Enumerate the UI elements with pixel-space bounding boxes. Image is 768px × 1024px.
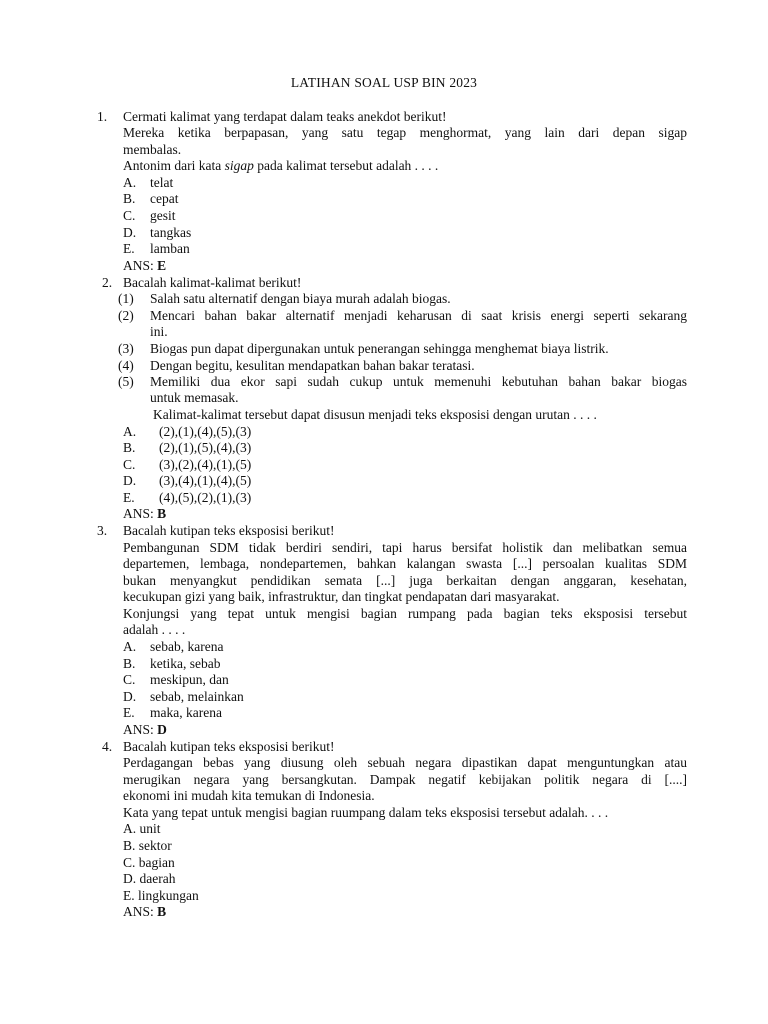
answer-key [123,258,166,274]
option-text: ketika, sebab [150,656,221,671]
answer-value: B [157,904,167,919]
question-instruction: Bacalah kutipan teks eksposisi berikut! [123,739,335,754]
question-instruction: Cermati kalimat yang terdapat dalam teaks anekdot berikut! [123,109,447,124]
option-letter: D. [123,473,137,488]
answer-key [123,722,167,738]
option-letter: D. [123,689,137,704]
option-text: gesit [150,208,176,223]
sentence-text-cont: ini. [150,324,168,339]
answer-label: ANS: [123,506,158,521]
option-text: sebab, karena [150,639,224,654]
sentence-text: Biogas pun dapat dipergunakan untuk penerangan sehingga menghemat biaya listrik. [150,341,609,356]
sentence-text: Dengan begitu, kesulitan mendapatkan bahan bakar teratasi. [150,358,475,373]
option-line [123,888,199,904]
option-line [123,838,172,854]
sentence-number: (2) [118,308,134,323]
option-text: (3),(2),(4),(1),(5) [159,457,252,472]
answer-label: ANS: [123,722,158,737]
option-text: telat [150,175,174,190]
sentence-text: Mencari bahan bakar alternatif menjadi keharusan di saat krisis energi seperti sekarang [150,308,687,323]
option-letter: C. [123,457,136,472]
option-letter: E. [123,888,135,903]
option-text: (2),(1),(5),(4),(3) [159,440,252,455]
option-text: lingkungan [138,888,199,903]
option-letter: A. [123,424,137,439]
option-letter: E. [123,705,135,720]
option-text: meskipun, dan [150,672,229,687]
option-text: cepat [150,191,179,206]
question-number: 1. [97,109,108,124]
sentence-number: (1) [118,291,134,306]
option-letter: B. [123,838,136,853]
option-letter: E. [123,241,135,256]
option-letter: C. [123,855,136,870]
option-letter: B. [123,440,136,455]
question-text: Konjungsi yang tepat untuk mengisi bagian rumpang pada bagian teks eksposisi tersebut [123,606,687,621]
passage-line: merugikan negara yang bersangkutan. Dampak negatif kebijakan politik negara di [....] [123,772,687,787]
passage-line: kecukupan gizi yang baik, infrastruktur, dan tingkat pendapatan dari masyarakat. [123,589,560,604]
sentence-text: Salah satu alternatif dengan biaya murah adalah biogas. [150,291,451,306]
question-instruction: Bacalah kalimat-kalimat berikut! [123,275,302,290]
option-letter: E. [123,490,135,505]
option-line [123,821,161,837]
option-letter: A. [123,639,137,654]
question-text-cont: adalah . . . . [123,622,186,637]
answer-value: B [157,506,167,521]
passage-line: membalas. [123,142,182,157]
option-letter: D. [123,871,137,886]
option-text: (3),(4),(1),(4),(5) [159,473,252,488]
option-letter: B. [123,191,136,206]
option-text: (4),(5),(2),(1),(3) [159,490,252,505]
sentence-number: (5) [118,374,134,389]
question-keyword: sigap [224,158,254,173]
page-title: LATIHAN SOAL USP BIN 2023 [290,75,478,90]
answer-label: ANS: [123,904,158,919]
option-letter: A. [123,821,137,836]
option-text: tangkas [150,225,192,240]
sentence-text-cont: untuk memasak. [150,390,239,405]
option-letter: C. [123,672,136,687]
sentence-number: (3) [118,341,134,356]
option-text: sebab, melainkan [150,689,244,704]
answer-value: D [157,722,167,737]
option-letter: A. [123,175,137,190]
question-text: Kata yang tepat untuk mengisi bagian ruumpang dalam teks eksposisi tersebut adalah. . . . [123,805,609,820]
option-line [123,871,175,887]
option-letter: C. [123,208,136,223]
option-text: sektor [138,838,172,853]
question-text-pre: Antonim dari kata [123,158,225,173]
option-text: maka, karena [150,705,222,720]
passage-line: departemen, lembaga, nondepartemen, bahkan kalangan swasta [...] persoalan kualitas SDM [123,556,687,571]
question-number: 2. [102,275,113,290]
option-letter: D. [123,225,137,240]
option-text: lamban [150,241,190,256]
question-text: Kalimat-kalimat tersebut dapat disusun menjadi teks eksposisi dengan urutan . . . . [153,407,597,422]
sentence-text: Memiliki dua ekor sapi sudah cukup untuk memenuhi kebutuhan bahan bakar biogas [150,374,687,389]
passage-line: Pembangunan SDM tidak berdiri sendiri, tapi harus bersifat holistik dan melibatkan semua [123,540,687,555]
passage-line: bukan menyangkut pendidikan semata [...] juga berkaitan dengan anggaran, kesehatan, [123,573,687,588]
question-text [123,158,438,174]
option-line [123,855,175,871]
option-text: daerah [139,871,176,886]
question-number: 3. [97,523,108,538]
answer-label: ANS: [123,258,158,273]
answer-key [123,506,166,522]
passage-line: ekonomi ini mudah kita temukan di Indonesia. [123,788,375,803]
passage-line: Mereka ketika berpapasan, yang satu tegap menghormat, yang lain dari depan sigap [123,125,687,140]
option-text: unit [139,821,161,836]
sentence-number: (4) [118,358,134,373]
option-text: bagian [138,855,175,870]
option-letter: B. [123,656,136,671]
answer-key [123,904,166,920]
question-text-post: pada kalimat tersebut adalah . . . . [253,158,439,173]
passage-line: Perdagangan bebas yang diusung oleh sebuah negara dipastikan dapat menguntungkan atau [123,755,687,770]
question-instruction: Bacalah kutipan teks eksposisi berikut! [123,523,335,538]
question-number: 4. [102,739,113,754]
answer-value: E [157,258,167,273]
option-text: (2),(1),(4),(5),(3) [159,424,252,439]
